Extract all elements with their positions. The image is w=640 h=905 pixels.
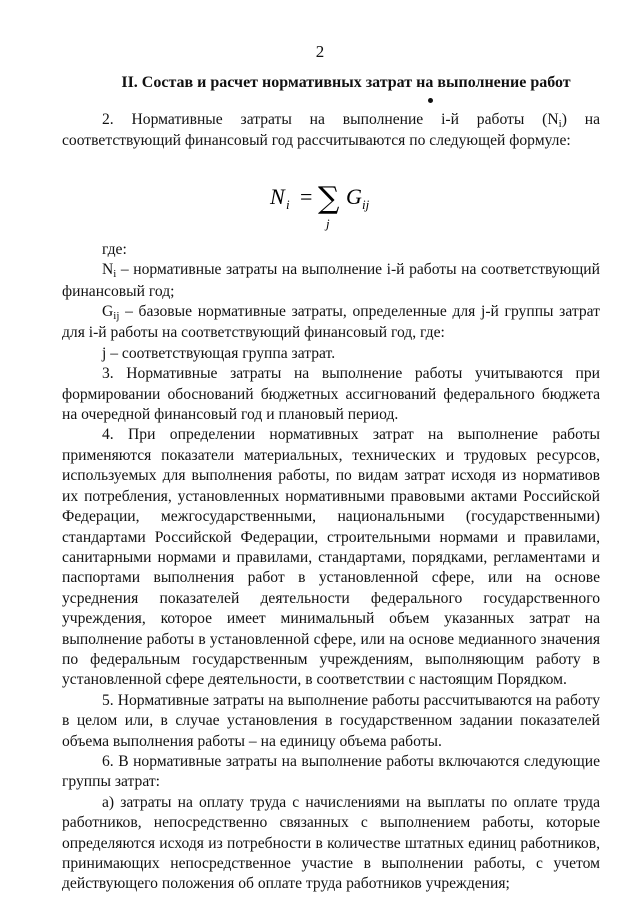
document-body	[62, 110, 600, 895]
paragraph-2-text-b: ) на соответствующий финансовый год рассчитываются по следующей формуле:	[62, 111, 601, 150]
formula-rhs: G	[346, 183, 362, 209]
paragraph-2-subscript: i	[558, 118, 562, 130]
page-number: 2	[315, 42, 325, 61]
scan-speck	[428, 98, 433, 103]
where-label: где:	[102, 240, 127, 258]
definition-n	[62, 260, 600, 302]
definition-g-subscript: ij	[113, 310, 120, 323]
definition-g-text: – базовые нормативные затраты, определенные для j-й группы затрат для i-й работы на соответствующий финансовый год, где:	[62, 303, 600, 342]
formula-lhs: N	[270, 183, 285, 209]
paragraph-6a: а) затраты на оплату труда с начислениями на выплаты по оплате труда работников, непосредственно связанных с выполнением работы, которые определяются исходя из потребности в количестве штатных единиц работников, принимающих непосредственное участие в выполнении работы, с учетом действующего положения об оплате труда работников учреждения;	[62, 793, 600, 893]
section-heading: II. Состав и расчет нормативных затрат на выполнение работ	[121, 74, 571, 91]
formula-svg	[62, 152, 600, 240]
formula-sum: ∑	[318, 180, 340, 216]
paragraph-2-text-a: 2. Нормативные затраты на выполнение i-й работы (N	[102, 111, 559, 128]
formula-sum-sub: j	[326, 215, 330, 231]
formula	[62, 152, 600, 240]
formula-rhs-sub: ij	[362, 196, 370, 212]
paragraph-3: 3. Нормативные затраты на выполнение работы учитываются при формировании обоснований бюджетных ассигнований федерального бюджета на очередной финансовый год и плановый период.	[62, 365, 600, 424]
definition-g	[62, 302, 600, 344]
formula-lhs-sub: i	[286, 196, 290, 212]
definition-g-symbol: G	[102, 303, 114, 321]
definition-n-text: – нормативные затраты на выполнение i-й работы на соответствующий финансовый год;	[62, 261, 600, 300]
formula-eq: =	[300, 183, 313, 209]
paragraph-4: 4. При определении нормативных затрат на выполнение работы применяются показатели материальных, технических и трудовых ресурсов, используемых для выполнения работы, по видам затрат исходя из нормативов их потребления, установленных нормативными правовыми актами Российской Федерации, межгосударственными, национальными (государственными) стандартами Российской Федерации, строительными нормами и правилами, санитарными нормами и правилами, стандартами, порядками, регламентами и паспортами выполнения работ в установленной сфере, или на основе усреднения показателей деятельности федерального государственного учреждения, которое имеет минимальный объем указанных затрат на выполнение работы в установленной сфере, или на основе медианного значения по федеральным государственным учреждениям, выполняющим работу в установленной сфере деятельности, в соответствии с настоящим Порядком.	[62, 426, 600, 689]
paragraph-5: 5. Нормативные затраты на выполнение работы рассчитываются на работу в целом или, в случае установления в государственном задании показателей объема выполнения работы – на единицу объема работы.	[62, 691, 600, 750]
definition-n-symbol: N	[102, 261, 114, 279]
definition-n-subscript: i	[113, 268, 117, 281]
paragraph-2	[62, 110, 600, 152]
paragraph-6: 6. В нормативные затраты на выполнение работы включаются следующие группы затрат:	[62, 752, 600, 791]
definition-j: j – соответствующая группа затрат.	[102, 344, 336, 362]
